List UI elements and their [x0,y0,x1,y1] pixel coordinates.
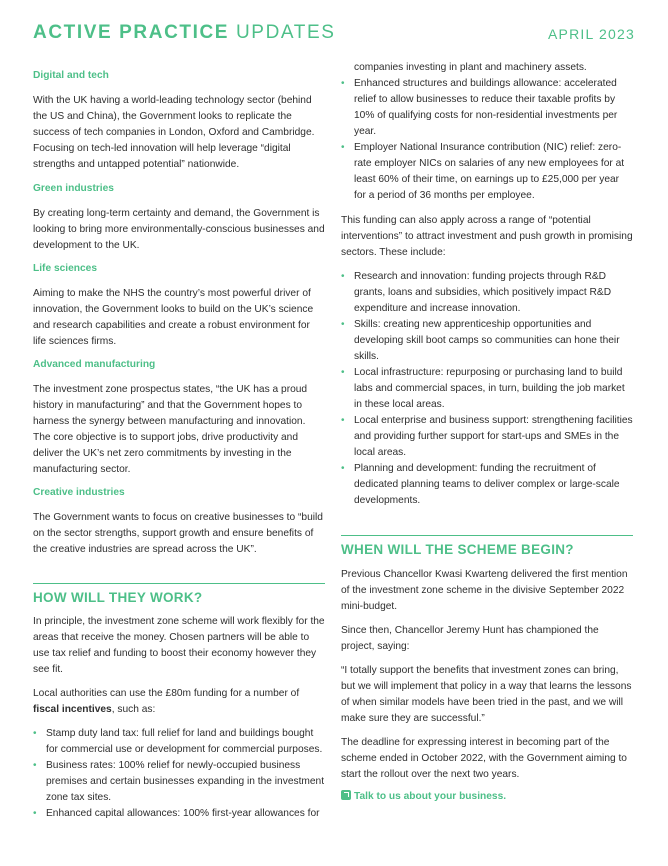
fiscal-intro-bold: fiscal incentives [33,704,112,715]
interventions-list [341,269,633,509]
deadline-text: The deadline for expressing interest in becoming part of the scheme ended in October 2022, with the Government aiming to start the rollout over the next two years. [341,737,627,780]
list-item: • Stamp duty land tax: full relief for land and buildings bought for commercial use or development for commercial purposes. [33,726,325,758]
section-title-digital: Digital and tech [33,70,109,81]
section-text-creative: The Government wants to focus on creative businesses to “build on the sector strengths, support growth and ensure benefits of the creative industries are spread across the UK”. [33,512,323,555]
fiscal-incentives-list-continued [341,76,633,204]
fiscal-intro-b: , such as: [111,704,156,715]
list-item: • Business rates: 100% relief for newly-occupied business premises and certain businesses expanding in the investment zone tax sites. [33,758,325,806]
how-text: In principle, the investment zone scheme will work flexibly for the areas that receive the money. Chosen partners will be able to use tax relief and funding to boost their economy however they see fit. [33,616,325,675]
section-text-manufacturing: The investment zone prospectus states, “the UK has a proud history in manufacturing” and that the Government hopes to harness the synergy between manufacturing and innovation. The core objective is to support jobs, drive productivity and deliver the UK’s net zero commitments by investing in the manufacturing sector. [33,384,308,475]
fiscal-incentives-list [33,726,325,822]
section-text-digital: With the UK having a world-leading technology sector (behind the US and China), the Government looks to replicate the success of tech companies in London, Oxford and Cambridge. Focusing on tech-led innovation will help leverage “digital strengths and untapped potential” nationwide. [33,95,315,170]
brand-light: UPDATES [235,22,336,43]
fiscal-intro-a: Local authorities can use the £80m funding for a number of [33,688,300,699]
divider-when [341,535,633,536]
chancellor-quote: “I totally support the benefits that investment zones can bring, but we will implement that policy in a way that learns the lessons of when similar models have been tried in the past, and we will make sure they are successful.” [341,665,632,724]
section-title-green: Green industries [33,183,114,194]
issue-date: APRIL 2023 [548,26,635,42]
when-text-1: Previous Chancellor Kwasi Kwarteng delivered the first mention of the investment zone scheme in the divisive September 2022 mini-budget. [341,569,628,612]
fiscal-intro [33,686,325,718]
brand-bold: ACTIVE PRACTICE [33,22,230,43]
divider-how [33,583,325,584]
list-item: • Research and innovation: funding projects through R&D grants, loans and subsidies, which positively impact R&D expenditure and increase innovation. [341,269,633,317]
contact-cta-link[interactable] [341,790,506,802]
list-item: • Local enterprise and business support: strengthening facilities and providing further support for start-ups and SMEs in the local areas. [341,413,633,461]
section-title-life-sciences: Life sciences [33,263,97,274]
list-item: • Skills: creating new apprenticeship opportunities and developing skill boot camps so communities can hone their skills. [341,317,633,365]
when-text-2: Since then, Chancellor Jeremy Hunt has championed the project, saying: [341,625,599,652]
list-item: • Enhanced capital allowances: 100% first-year allowances for [33,806,325,822]
list-item: • Employer National Insurance contribution (NIC) relief: zero-rate employer NICs on salaries of any new employees for at least 60% of their time, on earnings up to £25,000 per year for a period of 36 months per employee. [341,140,633,204]
section-title-manufacturing: Advanced manufacturing [33,359,156,370]
newsletter-title [33,22,336,44]
fiscal-bullet-continued: companies investing in plant and machinery assets. [354,62,587,73]
list-item: • Enhanced structures and buildings allowance: accelerated relief to allow businesses to reduce their taxable profits by 10% of qualifying costs for non-residential investments per year. [341,76,633,140]
section-text-green: By creating long-term certainty and demand, the Government is looking to bring more environmentally-conscious businesses and development to the UK. [33,208,325,251]
cta-label[interactable]: Talk to us about your business. [354,791,507,802]
list-item: • Local infrastructure: repurposing or purchasing land to build labs and commercial spaces, in turn, building the job market in these local areas. [341,365,633,413]
page-header [33,22,635,48]
section-title-creative: Creative industries [33,487,125,498]
arrow-link-icon [341,790,351,800]
heading-how-will-they-work: HOW WILL THEY WORK? [33,590,203,605]
section-text-life-sciences: Aiming to make the NHS the country’s most powerful driver of innovation, the Government looks to build on the UK’s science and research capabilities and create a robust environment for life sciences firms. [33,288,314,347]
heading-when-will-scheme-begin: WHEN WILL THE SCHEME BEGIN? [341,542,574,557]
interventions-intro: This funding can also apply across a range of “potential interventions” to attract investment and push growth in promising sectors. These include: [341,215,633,258]
list-item: • Planning and development: funding the recruitment of dedicated planning teams to deliver complex or large-scale developments. [341,461,633,509]
